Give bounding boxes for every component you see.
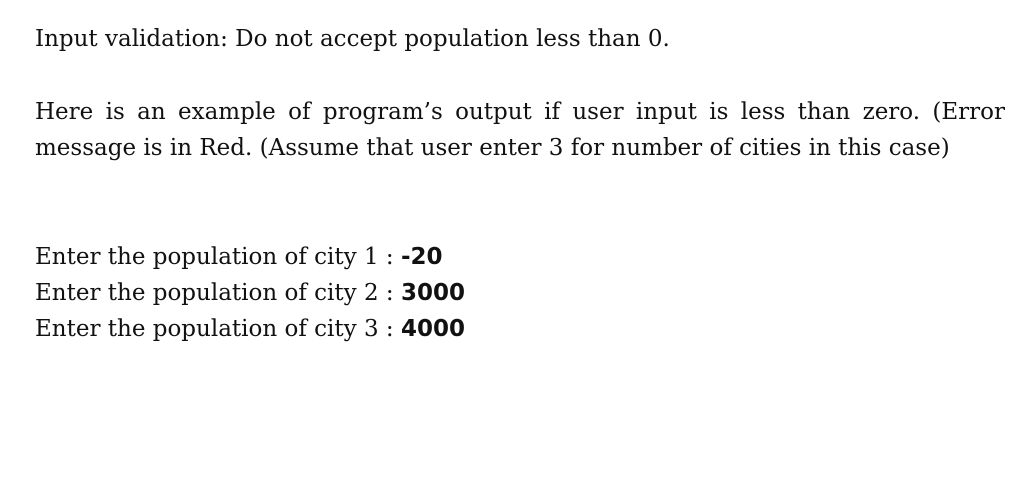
validation-heading: Input validation: Do not accept population less than 0. [35,26,670,52]
output-line [35,275,465,311]
output-value: 3000 [400,280,465,306]
output-prompt: Enter the population of city 2 : [35,280,401,306]
output-value: -20 [400,244,443,270]
output-line [35,239,443,275]
output-value: 4000 [400,316,465,342]
output-line [35,311,465,347]
output-prompt: Enter the population of city 3 : [35,316,401,342]
output-prompt: Enter the population of city 1 : [35,244,401,270]
paragraph-line-1: Here is an example of program’s output if user input is less than zero. (Error [35,99,1005,125]
example-paragraph [35,94,1005,166]
paragraph-line-2: message is in Red. (Assume that user enter 3 for number of cities in this case) [35,135,950,161]
